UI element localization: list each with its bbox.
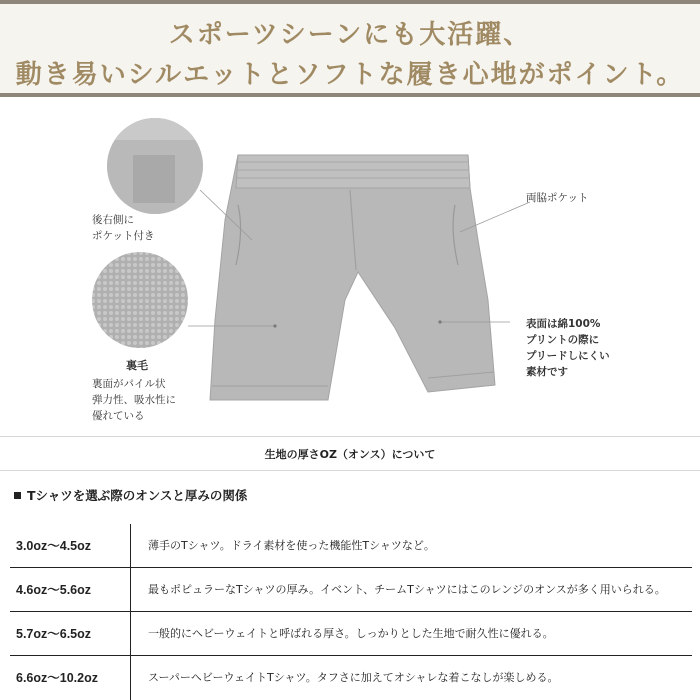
ounce-table	[10, 524, 692, 700]
banner-bottom-rule	[0, 93, 700, 97]
section-divider-bottom	[0, 470, 700, 471]
ounce-description: 薄手のTシャツ。ドライ素材を使った機能性Tシャツなど。	[148, 539, 435, 552]
back-pocket-label-line-1: 後右側に	[92, 214, 134, 226]
surface-label	[526, 316, 610, 380]
surface-line-4: 素材です	[526, 366, 568, 378]
table-row	[10, 656, 692, 700]
ounce-range: 4.6oz〜5.6oz	[16, 583, 92, 597]
section-divider-top	[0, 436, 700, 437]
surface-line-1: 表面は綿100%	[526, 318, 601, 330]
surface-line-2: プリントの際に	[526, 334, 600, 346]
ounce-range: 6.6oz〜10.2oz	[16, 671, 98, 685]
lining-desc-line-1: 裏面がパイル状	[92, 378, 166, 390]
side-pockets-label: 両脇ポケット	[526, 192, 589, 204]
lining-desc-line-2: 弾力性、吸水性に	[92, 394, 176, 406]
sweat-shorts-image	[210, 155, 495, 400]
back-pocket-label-line-2: ポケット付き	[92, 230, 155, 242]
ounce-description: スーパーヘビーウェイトTシャツ。タフさに加えてオシャレな着こなしが楽しめる。	[148, 671, 559, 684]
table-row	[10, 612, 692, 656]
relation-title	[14, 486, 247, 504]
headline-line-2: 動き易いシルエットとソフトな履き心地がポイント。	[15, 60, 685, 90]
lining-desc-line-3: 優れている	[92, 410, 145, 422]
product-illustration	[0, 100, 700, 435]
ounce-description: 最もポピュラーなTシャツの厚み。イベント、チームTシャツにはこのレンジのオンスが多く用いられる。	[148, 583, 666, 596]
ounce-range: 5.7oz〜6.5oz	[16, 627, 92, 641]
square-bullet-icon	[14, 492, 21, 499]
table-row	[10, 524, 692, 568]
ounce-description: 一般的にヘビーウェイトと呼ばれる厚さ。しっかりとした生地で耐久性に優れる。	[148, 627, 554, 640]
fabric-thickness-title: 生地の厚さOZ（オンス）について	[264, 448, 436, 461]
headline-line-1: スポーツシーンにも大活躍、	[168, 20, 532, 50]
lining-title: 裏毛	[126, 359, 148, 372]
surface-line-3: プリードしにくい	[526, 350, 610, 362]
table-row	[10, 568, 692, 612]
headline-banner	[0, 4, 700, 96]
ounce-range: 3.0oz〜4.5oz	[16, 539, 92, 553]
back-pocket-label	[92, 212, 154, 244]
lining-description	[92, 376, 176, 424]
relation-title-text: Tシャツを選ぶ際のオンスと厚みの関係	[27, 488, 248, 503]
